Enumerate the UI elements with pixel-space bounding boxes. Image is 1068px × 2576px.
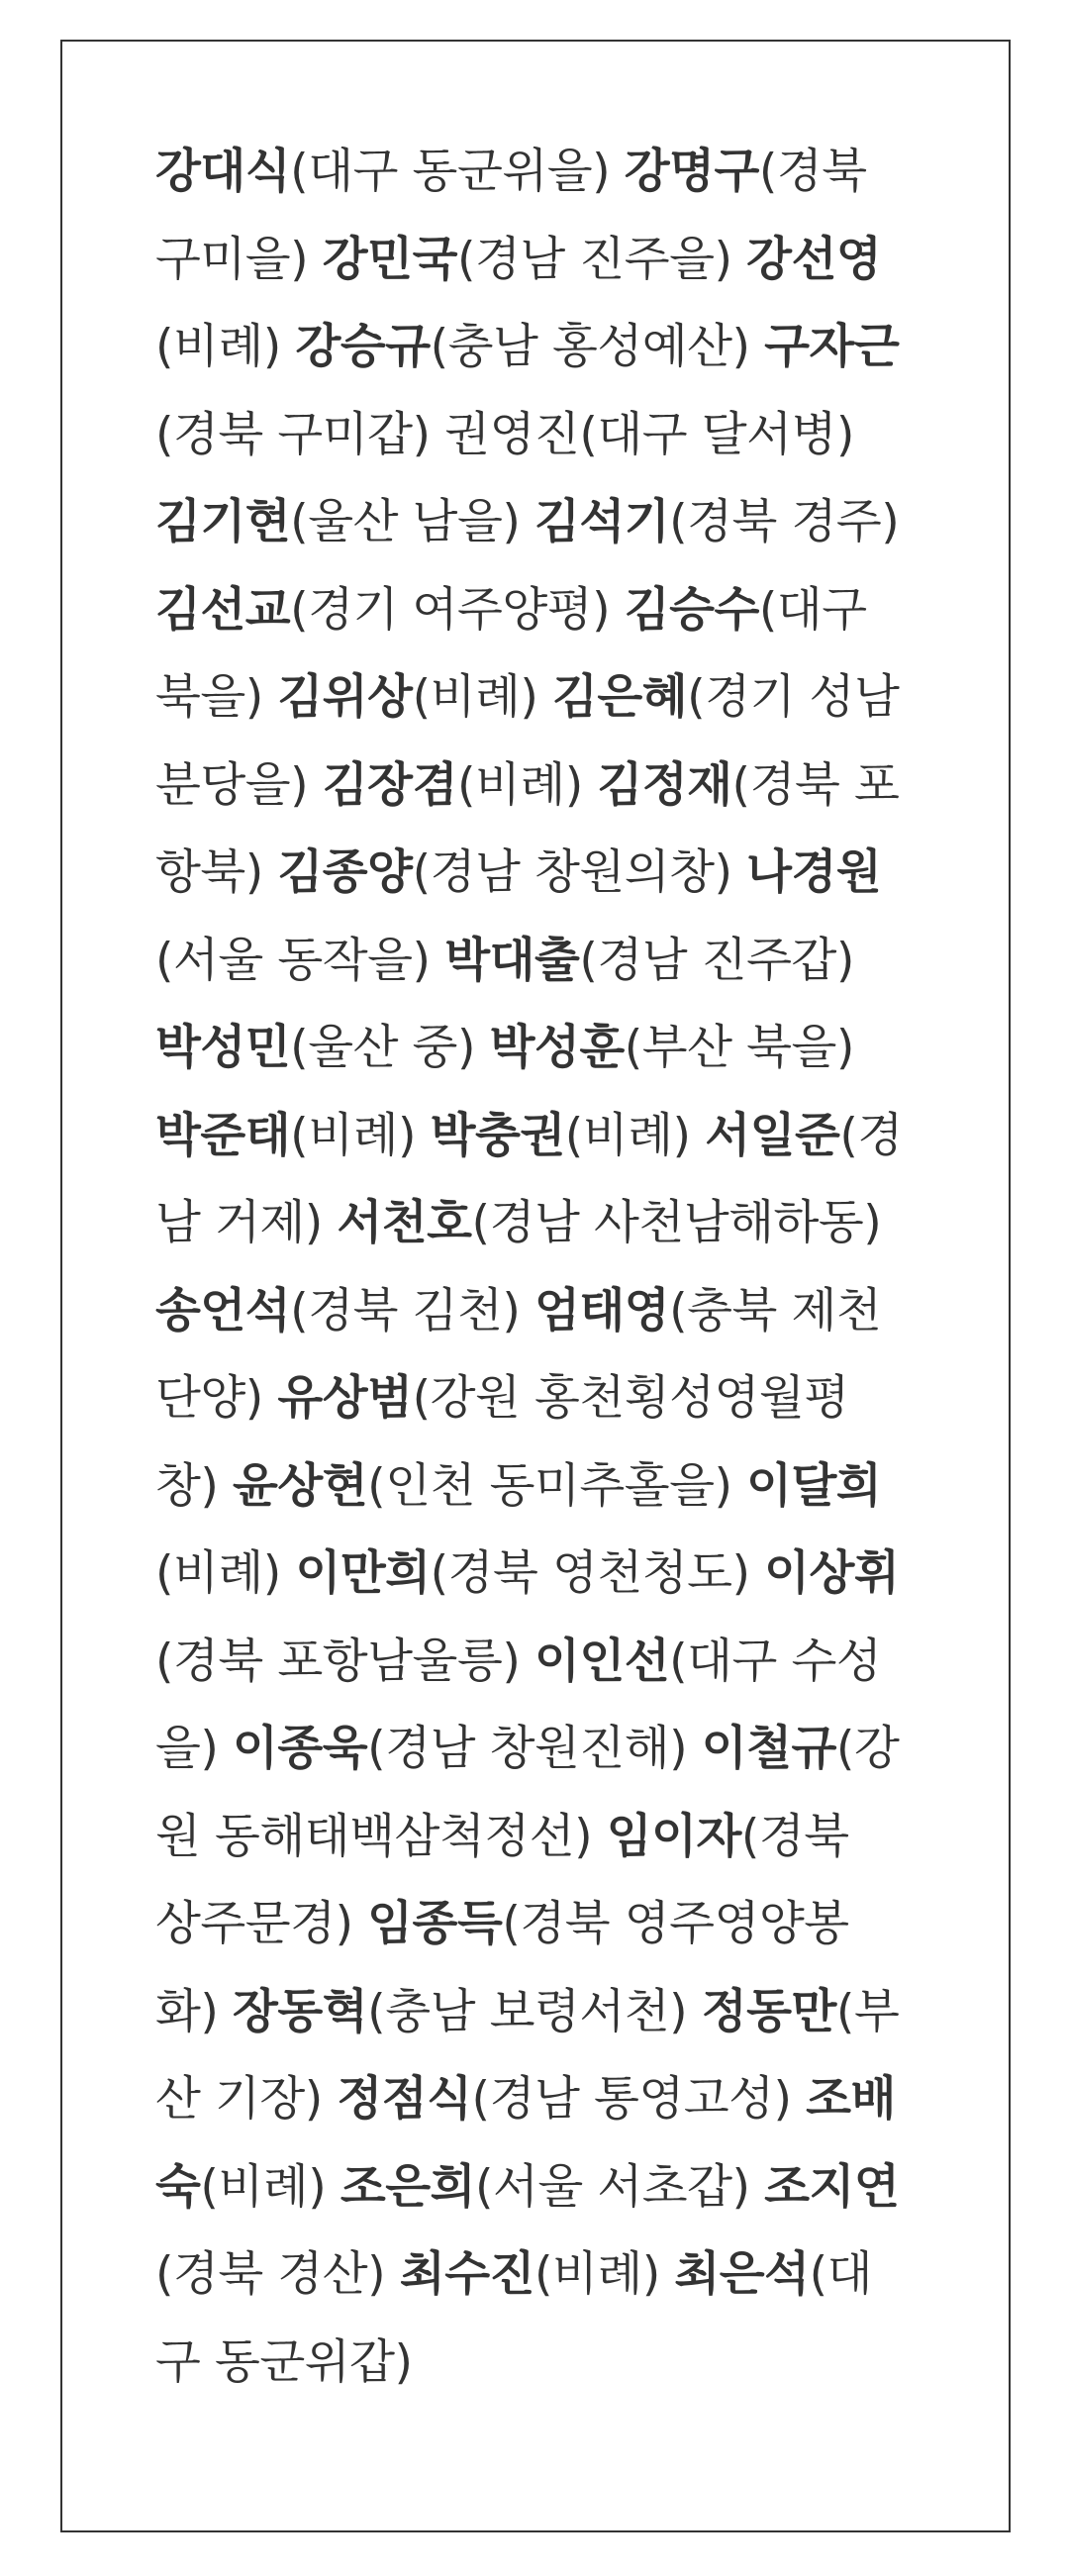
member-district: (울산 남을) (290, 495, 534, 549)
member-district: 창) (155, 1458, 234, 1514)
text-line (155, 1706, 987, 1794)
member-name: 이달희 (746, 1458, 882, 1514)
text-line (155, 830, 987, 918)
member-name: 정점식 (337, 2072, 472, 2127)
member-name: 김종양 (277, 845, 413, 900)
member-district: (울산 중) (290, 1021, 490, 1075)
member-name: 박대출 (444, 933, 580, 988)
text-line (155, 392, 987, 480)
member-name: 나경원 (746, 845, 882, 900)
member-name: 박충권 (430, 1108, 565, 1163)
member-district: (대구 수성 (669, 1634, 882, 1689)
member-district: (비례) (534, 2247, 675, 2302)
text-line (155, 217, 987, 305)
member-name: 김선교 (155, 582, 291, 638)
member-name: 김정재 (597, 757, 732, 813)
member-name: 최은석 (674, 2247, 810, 2302)
member-district: (인천 동미추홀을) (367, 1458, 747, 1514)
member-district: (서울 서초갑) (474, 2159, 765, 2215)
text-line (155, 1180, 987, 1268)
text-line (155, 918, 987, 1006)
member-name: 박성훈 (489, 1021, 625, 1075)
member-name: 정동만 (701, 1984, 836, 2039)
member-name: 이상휘 (764, 1546, 900, 1601)
member-district: 구미을) (155, 232, 323, 287)
member-name: 이종욱 (233, 1722, 368, 1776)
text-line (155, 1794, 987, 1882)
member-district: 단양) (155, 1371, 278, 1426)
text-line (155, 1268, 987, 1356)
member-district: (서울 동작을) (155, 933, 445, 988)
member-name: 이철규 (701, 1722, 836, 1776)
member-name: 이인선 (534, 1634, 670, 1689)
member-name: 김석기 (534, 495, 670, 549)
member-district: 원 동해태백삼척정선) (155, 1809, 607, 1864)
member-district: 구 동군위갑) (155, 2334, 413, 2390)
text-line (155, 1443, 987, 1532)
text-line (155, 1881, 987, 1969)
text-line (155, 1969, 987, 2057)
text-line (155, 1355, 987, 1443)
member-district: (비례) (564, 1108, 706, 1163)
member-district: 상주문경) (155, 1897, 368, 1951)
member-district: (대 (809, 2247, 872, 2302)
member-name: 조지연 (764, 2159, 900, 2215)
member-name: 강명구 (624, 145, 759, 199)
text-line (155, 2056, 987, 2144)
text-line (155, 1531, 987, 1619)
member-district: (경북 김천) (290, 1283, 534, 1338)
member-district: (경 (839, 1108, 903, 1163)
member-district: (경북 영주영양봉 (502, 1897, 849, 1951)
member-district: (대구 동군위을) (290, 145, 625, 199)
member-name: 강대식 (155, 145, 291, 199)
member-district: (경북 포항남울릉) (155, 1634, 534, 1689)
member-district: (강 (835, 1722, 900, 1776)
member-district: (강원 홍천횡성영월평 (412, 1371, 849, 1426)
member-name: 김기현 (155, 495, 291, 549)
member-district: (경북 (740, 1809, 849, 1864)
member-district: (비례) (456, 757, 598, 813)
member-name: 조은희 (340, 2159, 475, 2215)
text-line (155, 1619, 987, 1707)
text-line (155, 1005, 987, 1093)
member-name: 송언석 (155, 1283, 291, 1338)
member-list-text (155, 129, 987, 2407)
member-district: (비례) (290, 1108, 431, 1163)
member-name: 임종득 (367, 1897, 503, 1951)
member-name: 장동혁 (233, 1984, 368, 2039)
member-district: 화) (155, 1984, 234, 2039)
text-line (155, 743, 987, 831)
text-line (155, 567, 987, 655)
member-district: (경남 진주갑) (579, 933, 854, 988)
text-line (155, 2144, 987, 2232)
member-list-box (60, 40, 1011, 2532)
member-district: (부산 북을) (624, 1021, 854, 1075)
member-name: 윤상현 (233, 1458, 368, 1514)
member-name: 김승수 (624, 582, 759, 638)
member-district: 남 거제) (155, 1196, 338, 1250)
member-district: (경기 성남 (687, 670, 900, 725)
text-line (155, 654, 987, 743)
member-district: (충남 홍성예산) (430, 320, 765, 374)
member-district: (경기 여주양평) (290, 582, 625, 638)
member-district: (충북 제천 (669, 1283, 882, 1338)
member-district: (비례) (412, 670, 552, 725)
text-line (155, 2320, 987, 2408)
member-district: (경북 포 (731, 757, 900, 813)
member-name: 엄태영 (534, 1283, 670, 1338)
member-name: 김은혜 (552, 670, 688, 725)
member-district: (경북 경산) (155, 2247, 400, 2302)
member-name: 조배 (806, 2072, 896, 2127)
member-name: 서천호 (337, 1196, 472, 1250)
member-name: 박성민 (155, 1021, 291, 1075)
text-line (155, 479, 987, 567)
text-line (155, 304, 987, 392)
member-district: (경북 (758, 145, 867, 199)
member-district: 항북) (155, 845, 278, 900)
member-name: 강민국 (322, 232, 457, 287)
member-name: 강선영 (746, 232, 882, 287)
member-name: 임이자 (606, 1809, 741, 1864)
member-name: 강승규 (295, 320, 431, 374)
member-district: (경남 창원진해) (367, 1722, 702, 1776)
member-district: 분당을) (155, 757, 323, 813)
member-district: (충남 보령서천) (367, 1984, 702, 2039)
member-name: 김장겸 (322, 757, 457, 813)
member-district: (경북 경주) (669, 495, 900, 549)
member-district: (대구 (758, 582, 867, 638)
member-district: (경남 사천남해하동) (471, 1196, 882, 1250)
member-name: 숙 (155, 2159, 201, 2215)
member-district: (경남 통영고성) (471, 2072, 807, 2127)
member-district: (경북 구미갑) 권영진(대구 달서병) (155, 407, 854, 462)
member-district: (경북 영천청도) (430, 1546, 765, 1601)
member-name: 구자근 (764, 320, 900, 374)
member-district: (비례) (155, 320, 296, 374)
text-line (155, 2231, 987, 2320)
member-district: (경남 진주을) (456, 232, 747, 287)
member-district: (비례) (200, 2159, 340, 2215)
member-name: 유상범 (277, 1371, 413, 1426)
member-name: 이만희 (295, 1546, 431, 1601)
member-district: 산 기장) (155, 2072, 338, 2127)
member-district: (경남 창원의창) (412, 845, 747, 900)
member-name: 박준태 (155, 1108, 291, 1163)
member-district: 을) (155, 1722, 234, 1776)
member-name: 김위상 (277, 670, 413, 725)
text-line (155, 1093, 987, 1181)
member-district: (부 (835, 1984, 900, 2039)
member-district: (비례) (155, 1546, 296, 1601)
member-name: 서일준 (705, 1108, 840, 1163)
member-district: 북을) (155, 670, 278, 725)
text-line (155, 129, 987, 217)
member-name: 최수진 (399, 2247, 534, 2302)
